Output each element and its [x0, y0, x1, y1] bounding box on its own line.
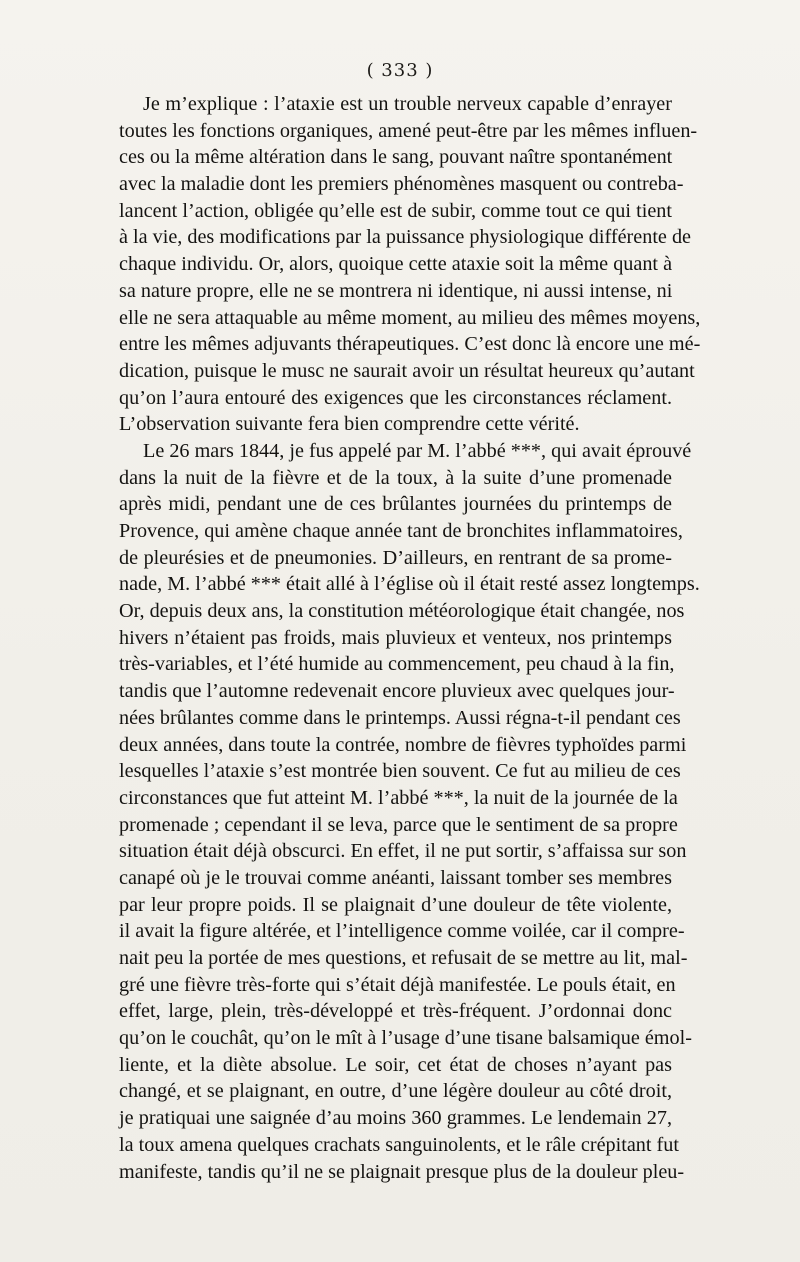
- text-line: qu’on le couchât, qu’on le mît à l’usage d’une tisane balsamique émol-: [119, 1027, 692, 1050]
- text-line: la toux amena quelques crachats sanguinolents, et le râle crépitant fut: [119, 1133, 679, 1156]
- text-line: promenade ; cependant il se leva, parce que le sentiment de sa propre: [119, 813, 678, 836]
- text-line: circonstances que fut atteint M. l’abbé ***, la nuit de la journée de la: [119, 786, 678, 809]
- text-line: avec la maladie dont les premiers phénomènes masquent ou contreba-: [119, 173, 684, 196]
- text-line: Je m’explique : l’ataxie est un trouble nerveux capable d’enrayer: [143, 93, 672, 115]
- text-line: Or, depuis deux ans, la constitution météorologique était changée, nos: [119, 600, 685, 623]
- text-line: dication, puisque le musc ne saurait avoir un résultat heureux qu’autant: [119, 359, 695, 382]
- text-line: tandis que l’automne redevenait encore pluvieux avec quelques jour-: [119, 680, 675, 703]
- text-line: changé, et se plaignant, en outre, d’une légère douleur au côté droit,: [119, 1080, 672, 1103]
- text-line: par leur propre poids. Il se plaignait d’une douleur de tête violente,: [119, 893, 672, 916]
- text-line: L’observation suivante fera bien comprendre cette vérité.: [119, 413, 580, 436]
- text-line: manifeste, tandis qu’il ne se plaignait presque plus de la douleur pleu-: [119, 1160, 685, 1183]
- text-line: après midi, pendant une de ces brûlantes journées du printemps de: [119, 493, 672, 516]
- text-line: Provence, qui amène chaque année tant de bronchites inflammatoires,: [119, 520, 683, 542]
- text-line: situation était déjà obscurci. En effet, il ne put sortir, s’affaissa sur son: [119, 840, 687, 863]
- text-line: nade, M. l’abbé *** était allé à l’église où il était resté assez longtemps.: [119, 573, 700, 596]
- text-line: nait peu la portée de mes questions, et refusait de se mettre au lit, mal-: [119, 947, 688, 969]
- text-line: nées brûlantes comme dans le printemps. Aussi régna-t-il pendant ces: [119, 706, 681, 729]
- text-line: il avait la figure altérée, et l’intelligence comme voilée, car il compre-: [119, 920, 685, 943]
- text-line: qu’on l’aura entouré des exigences que les circonstances réclament.: [119, 386, 672, 409]
- text-line: lancent l’action, obligée qu’elle est de subir, comme tout ce qui tient: [119, 199, 672, 222]
- paragraph-2: [119, 438, 700, 1185]
- text-line: gré une fièvre très-forte qui s’était déjà manifestée. Le pouls était, en: [119, 973, 676, 996]
- text-line: sa nature propre, elle ne se montrera ni identique, ni aussi intense, ni: [119, 279, 673, 302]
- text-line: deux années, dans toute la contrée, nombre de fièvres typhoïdes parmi: [119, 733, 687, 756]
- text-line: très-variables, et l’été humide au commencement, peu chaud à la fin,: [119, 653, 675, 676]
- page-number: ( 333 ): [366, 60, 434, 81]
- text-line: elle ne sera attaquable au même moment, au milieu des mêmes moyens,: [119, 306, 701, 329]
- text-line: chaque individu. Or, alors, quoique cette ataxie soit la même quant à: [119, 253, 673, 276]
- text-line: à la vie, des modifications par la puissance physiologique différente de: [119, 226, 691, 249]
- text-line: canapé où je le trouvai comme anéanti, laissant tomber ses membres: [119, 866, 672, 889]
- text-line: Le 26 mars 1844, je fus appelé par M. l’abbé ***, qui avait éprouvé: [143, 439, 692, 462]
- text-line: dans la nuit de la fièvre et de la toux, à la suite d’une promenade: [119, 466, 672, 489]
- paragraph-1: [119, 91, 701, 438]
- text-line: ces ou la même altération dans le sang, pouvant naître spontanément: [119, 146, 673, 169]
- text-line: de pleurésies et de pneumonies. D’ailleurs, en rentrant de sa prome-: [119, 546, 672, 569]
- text-line: entre les mêmes adjuvants thérapeutiques. C’est donc là encore une mé-: [119, 333, 701, 356]
- text-line: liente, et la diète absolue. Le soir, cet état de choses n’ayant pas: [119, 1053, 672, 1076]
- text-line: toutes les fonctions organiques, amené peut-être par les mêmes influen-: [119, 119, 698, 142]
- body-text: [119, 91, 701, 1185]
- text-line: effet, large, plein, très-développé et très-fréquent. J’ordonnai donc: [119, 1000, 672, 1023]
- text-line: je pratiquai une saignée d’au moins 360 grammes. Le lendemain 27,: [119, 1107, 672, 1130]
- text-line: hivers n’étaient pas froids, mais pluvieux et venteux, nos printemps: [119, 626, 672, 649]
- text-line: lesquelles l’ataxie s’est montrée bien souvent. Ce fut au milieu de ces: [119, 760, 681, 783]
